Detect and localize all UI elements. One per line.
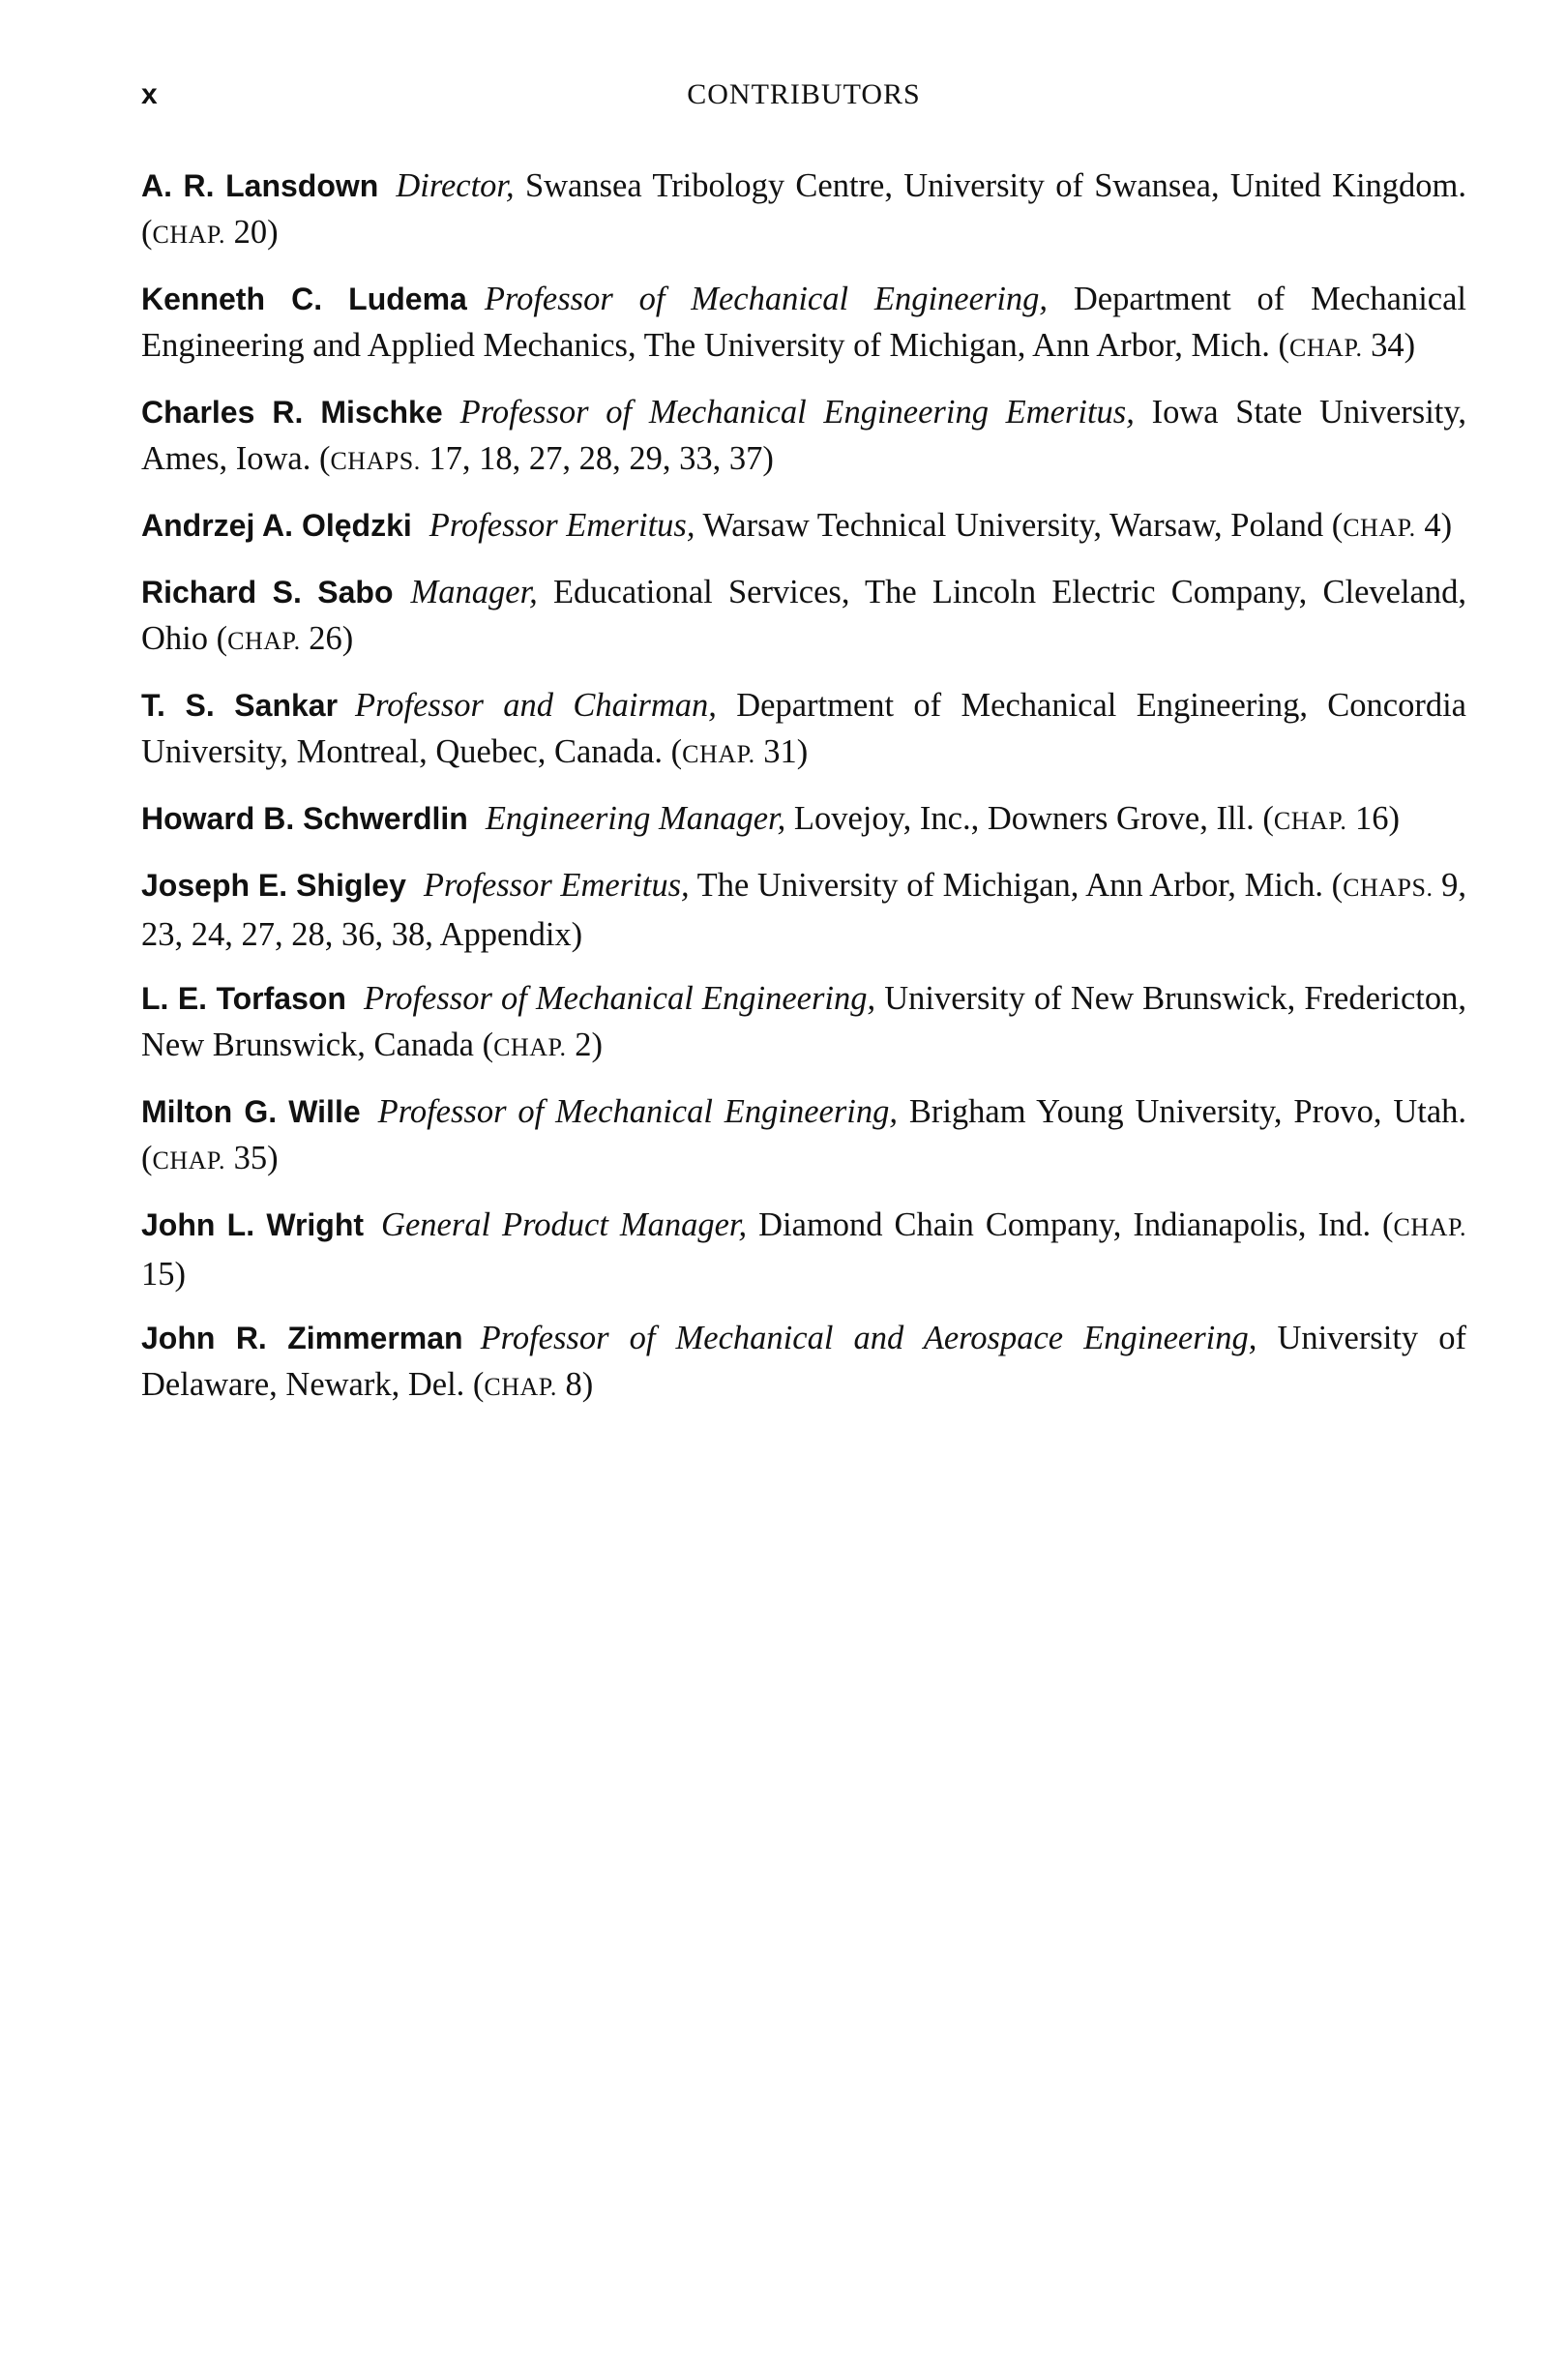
contributor-title: Professor Emeritus, <box>429 507 695 544</box>
contributor-entry <box>141 1315 1466 1411</box>
chapter-label: CHAPS. <box>1343 874 1434 902</box>
chapter-label: CHAP. <box>1343 514 1416 542</box>
contributor-affiliation: Department of Mechanical Engineering, Concordia University, Montreal, Quebec, Canada. ( <box>141 687 1466 770</box>
contributor-entry <box>141 276 1466 372</box>
contributor-name: Richard S. Sabo <box>141 575 394 610</box>
chapter-numbers: 15) <box>141 1256 186 1293</box>
contributor-title: General Product Manager, <box>381 1206 748 1243</box>
chapter-numbers: 8) <box>556 1366 594 1403</box>
chapter-numbers: 31) <box>754 733 809 770</box>
contributor-title: Professor of Mechanical Engineering, <box>363 980 876 1017</box>
contributor-affiliation: Educational Services, The Lincoln Electric Company, Cleveland, Ohio ( <box>141 574 1466 657</box>
contributor-entry <box>141 163 1466 258</box>
chapter-numbers: 26) <box>300 620 354 657</box>
contributor-affiliation: Swansea Tribology Centre, University of Swansea, United Kingdom. ( <box>141 167 1466 251</box>
contributor-name: Kenneth C. Ludema <box>141 282 467 316</box>
contributor-name: T. S. Sankar <box>141 688 339 723</box>
chapter-label: CHAP. <box>1393 1213 1467 1241</box>
contributor-entry <box>141 502 1466 551</box>
page-number: x <box>141 78 158 110</box>
contributor-entry <box>141 975 1466 1071</box>
contributor-name: John L. Wright <box>141 1207 365 1242</box>
contributor-title: Professor of Mechanical Engineering, <box>377 1093 898 1130</box>
contributor-entry <box>141 389 1466 485</box>
contributor-affiliation: Department of Mechanical Engineering and Applied Mechanics, The University of Michigan, Ann Arbor, Mich. ( <box>141 281 1467 364</box>
running-head <box>141 75 1466 122</box>
contributor-name: Charles R. Mischke <box>141 395 443 430</box>
chapter-numbers: 4) <box>1415 507 1453 544</box>
contributor-title: Professor of Mechanical and Aerospace Engineering, <box>480 1320 1257 1356</box>
chapter-numbers: 2) <box>566 1026 603 1063</box>
contributor-affiliation: Brigham Young University, Provo, Utah. ( <box>141 1093 1467 1176</box>
contributor-name: Milton G. Wille <box>141 1094 361 1129</box>
contributor-name: Andrzej A. Olędzki <box>141 508 412 543</box>
contributor-name: Joseph E. Shigley <box>141 868 406 903</box>
contributor-affiliation: Iowa State University, Ames, Iowa. ( <box>141 394 1467 477</box>
chapter-label: CHAP. <box>484 1373 557 1401</box>
contributor-affiliation: The University of Michigan, Ann Arbor, Mich. ( <box>689 867 1344 904</box>
contributor-entry <box>141 862 1466 958</box>
chapter-label: CHAP. <box>152 221 225 249</box>
contributor-affiliation: University of Delaware, Newark, Del. ( <box>141 1320 1467 1403</box>
contributor-name: Howard B. Schwerdlin <box>141 801 468 836</box>
chapter-numbers: 16) <box>1346 800 1400 837</box>
contributor-title: Manager, <box>410 574 538 610</box>
contributor-title: Engineering Manager, <box>485 800 786 837</box>
contributor-entry <box>141 1202 1466 1297</box>
contributor-name: L. E. Torfason <box>141 981 346 1016</box>
contributor-title: Professor Emeritus, <box>423 867 690 904</box>
contributor-affiliation: Lovejoy, Inc., Downers Grove, Ill. ( <box>785 800 1274 837</box>
chapter-numbers: 34) <box>1362 327 1416 364</box>
contributor-affiliation: Warsaw Technical University, Warsaw, Poland ( <box>695 507 1344 544</box>
contributor-name: John R. Zimmerman <box>141 1321 463 1355</box>
contributor-entry <box>141 795 1466 845</box>
running-title: CONTRIBUTORS <box>687 78 921 110</box>
chapter-label: CHAP. <box>682 740 755 768</box>
contributor-name: A. R. Lansdown <box>141 168 379 203</box>
chapter-label: CHAP. <box>1289 334 1363 362</box>
chapter-label: CHAP. <box>152 1146 225 1175</box>
chapter-label: CHAP. <box>227 627 301 655</box>
contributor-title: Professor and Chairman, <box>355 687 717 724</box>
contributor-affiliation: University of New Brunswick, Fredericton, New Brunswick, Canada ( <box>141 980 1467 1063</box>
chapter-label: CHAPS. <box>330 447 421 475</box>
contributor-title: Professor of Mechanical Engineering Emeritus, <box>459 394 1135 431</box>
contributor-affiliation: Diamond Chain Company, Indianapolis, Ind. ( <box>747 1206 1394 1243</box>
contributor-title: Professor of Mechanical Engineering, <box>484 281 1049 317</box>
contributor-entry <box>141 1088 1466 1184</box>
chapter-numbers: 20) <box>224 214 279 251</box>
chapter-numbers: 35) <box>224 1140 279 1176</box>
contributor-entry <box>141 682 1466 778</box>
chapter-numbers: 9, 23, 24, 27, 28, 36, 38, Appendix) <box>141 867 1466 953</box>
chapter-label: CHAP. <box>1273 807 1347 835</box>
chapter-numbers: 17, 18, 27, 28, 29, 33, 37) <box>420 440 774 477</box>
contributor-title: Director, <box>396 167 515 204</box>
contributor-entry <box>141 569 1466 665</box>
chapter-label: CHAP. <box>493 1033 567 1061</box>
contributor-list <box>141 163 1466 1428</box>
